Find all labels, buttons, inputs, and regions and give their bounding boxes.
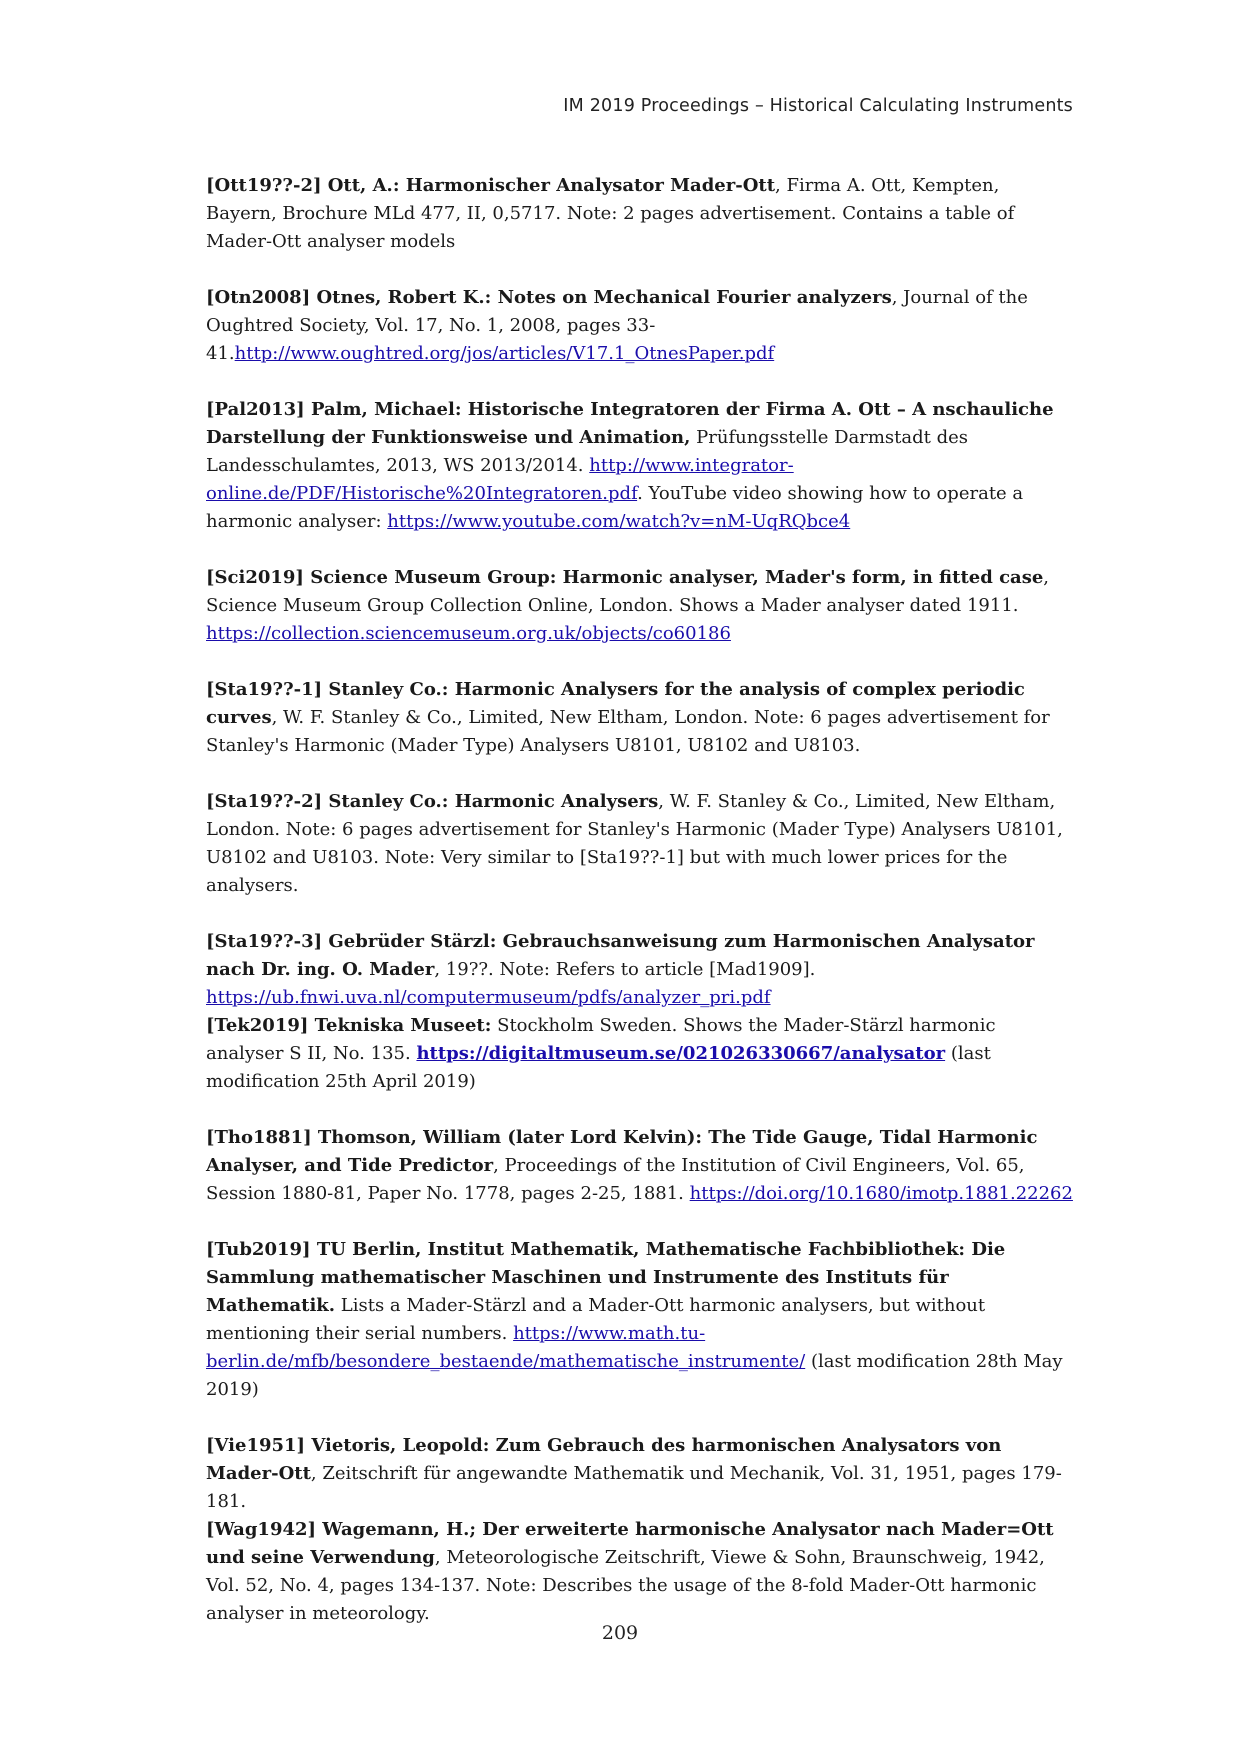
reference-link[interactable]: http://www.integrator-online.de/PDF/Historische%20Integratoren.pdf [206, 455, 794, 504]
reference-link[interactable]: https://collection.sciencemuseum.org.uk/objects/co60186 [206, 623, 731, 644]
reference-author-title: Wagemann, H.; Der erweiterte harmonische Analysator nach Mader=Ott und seine Verwendung [206, 1519, 1054, 1568]
reference-details: , Meteorologische Zeitschrift, Viewe & Sohn, Braunschweig, 1942, Vol. 52, No. 4, pages 134-137. Note: Describes the usage of the 8-fold Mader-Ott harmonic analyser in meteorology. [206, 1547, 1045, 1624]
reference-key: [Tho1881] [206, 1127, 312, 1148]
reference-entry [206, 1236, 1074, 1404]
reference-entry [206, 928, 1074, 1012]
reference-key: [Tub2019] [206, 1239, 311, 1260]
reference-link[interactable]: https://digitaltmuseum.se/021026330667/analysator [416, 1043, 946, 1064]
reference-entry [206, 396, 1074, 536]
reference-details: Stockholm Sweden. Shows the Mader-Stärzl harmonic analyser S II, No. 135. [206, 1015, 996, 1064]
reference-details: , Zeitschrift für angewandte Mathematik und Mechanik, Vol. 31, 1951, pages 179-181. [206, 1463, 1062, 1512]
reference-details: , Firma A. Ott, Kempten, Bayern, Brochure MLd 477, II, 0,5717. Note: 2 pages advertisement. Contains a table of Mader-Ott analyser models [206, 175, 1015, 252]
reference-key: [Pal2013] [206, 399, 305, 420]
reference-details: Prüfungsstelle Darmstadt des Landesschulamtes, 2013, WS 2013/2014. [206, 427, 968, 476]
reference-list [206, 172, 1074, 1656]
reference-key: [Sta19??-1] [206, 679, 323, 700]
reference-details-continued: . YouTube video showing how to operate a harmonic analyser: [206, 483, 1024, 532]
reference-author-title: Thomson, William (later Lord Kelvin): The Tide Gauge, Tidal Harmonic Analyser, and Tide Predictor [206, 1127, 1038, 1176]
reference-author-title: Stanley Co.: Harmonic Analysers [322, 791, 659, 812]
reference-key: [Tek2019] [206, 1015, 309, 1036]
reference-entry [206, 676, 1074, 760]
reference-entry [206, 1516, 1074, 1628]
reference-details: , Science Museum Group Collection Online, London. Shows a Mader analyser dated 1911. [206, 567, 1050, 616]
reference-link[interactable]: https://www.math.tu-berlin.de/mfb/besondere_bestaende/mathematische_instrumente/ [206, 1323, 806, 1372]
reference-key: [Ott19??-2] [206, 175, 322, 196]
reference-key: [Otn2008] [206, 287, 311, 308]
page-number: 209 [601, 1622, 639, 1644]
reference-author-title: Otnes, Robert K.: Notes on Mechanical Fourier analyzers [310, 287, 892, 308]
reference-link[interactable]: https://doi.org/10.1680/imotp.1881.22262 [689, 1183, 1073, 1204]
reference-author-title: Vietoris, Leopold: Zum Gebrauch des harmonischen Analysators von Mader-Ott [206, 1435, 1002, 1484]
reference-author-title: Science Museum Group: Harmonic analyser, Mader's form, in fitted case [303, 567, 1044, 588]
reference-key: [Vie1951] [206, 1435, 306, 1456]
reference-link[interactable]: http://www.oughtred.org/jos/articles/V17.1_OtnesPaper.pdf [234, 343, 775, 364]
reference-entry [206, 564, 1074, 648]
reference-link[interactable]: https://ub.fnwi.uva.nl/computermuseum/pdfs/analyzer_pri.pdf [206, 987, 771, 1008]
reference-entry [206, 284, 1074, 368]
reference-details: Lists a Mader-Stärzl and a Mader-Ott harmonic analysers, but without mentioning their serial numbers. [206, 1295, 986, 1344]
reference-details: , Journal of the Oughtred Society, Vol. 17, No. 1, 2008, pages 33-41. [206, 287, 1028, 364]
reference-details: , W. F. Stanley & Co., Limited, New Eltham, London. Note: 6 pages advertisement for Stanley's Harmonic (Mader Type) Analysers U8101, U8102 and U8103. [206, 707, 1050, 756]
running-header: IM 2019 Proceedings – Historical Calculating Instruments [563, 96, 1073, 116]
reference-entry [206, 1012, 1074, 1096]
reference-key: [Sta19??-2] [206, 791, 323, 812]
reference-author-title: Gebrüder Stärzl: Gebrauchsanweisung zum Harmonischen Analysator nach Dr. ing. O. Mader [206, 931, 1035, 980]
reference-author-title: TU Berlin, Institut Mathematik, Mathematische Fachbibliothek: Die Sammlung mathematischer Maschinen und Instrumente des Instituts für Mathematik. [206, 1239, 1006, 1316]
reference-details: , Proceedings of the Institution of Civil Engineers, Vol. 65, Session 1880-81, Paper No. 1778, pages 2-25, 1881. [206, 1155, 1025, 1204]
reference-entry [206, 1124, 1074, 1208]
reference-author-title: Ott, A.: Harmonischer Analysator Mader-Ott [321, 175, 776, 196]
reference-author-title: Stanley Co.: Harmonic Analysers for the analysis of complex periodic curves [206, 679, 1025, 728]
reference-key: [Wag1942] [206, 1519, 317, 1540]
reference-video-link[interactable]: https://www.youtube.com/watch?v=nM-UqRQbce4 [387, 511, 851, 532]
reference-author-title: Tekniska Museet: [308, 1015, 492, 1036]
reference-entry [206, 172, 1074, 256]
reference-author-title: Palm, Michael: Historische Integratoren der Firma A. Ott – A nschauliche Darstellung der Funktionsweise und Animation, [206, 399, 1054, 448]
reference-details: , W. F. Stanley & Co., Limited, New Eltham, London. Note: 6 pages advertisement for Stanley's Harmonic (Mader Type) Analysers U8101, U8102 and U8103. Note: Very similar to [Sta19??-1] but with much lower prices for the analysers. [206, 791, 1063, 896]
reference-details: , 19??. Note: Refers to article [Mad1909]. [434, 959, 816, 980]
reference-key: [Sta19??-3] [206, 931, 323, 952]
reference-details-continued: (last modification 28th May 2019) [206, 1351, 1063, 1400]
reference-details-continued: (last modification 25th April 2019) [206, 1043, 991, 1092]
reference-key: [Sci2019] [206, 567, 304, 588]
reference-entry [206, 788, 1074, 900]
reference-entry [206, 1432, 1074, 1516]
